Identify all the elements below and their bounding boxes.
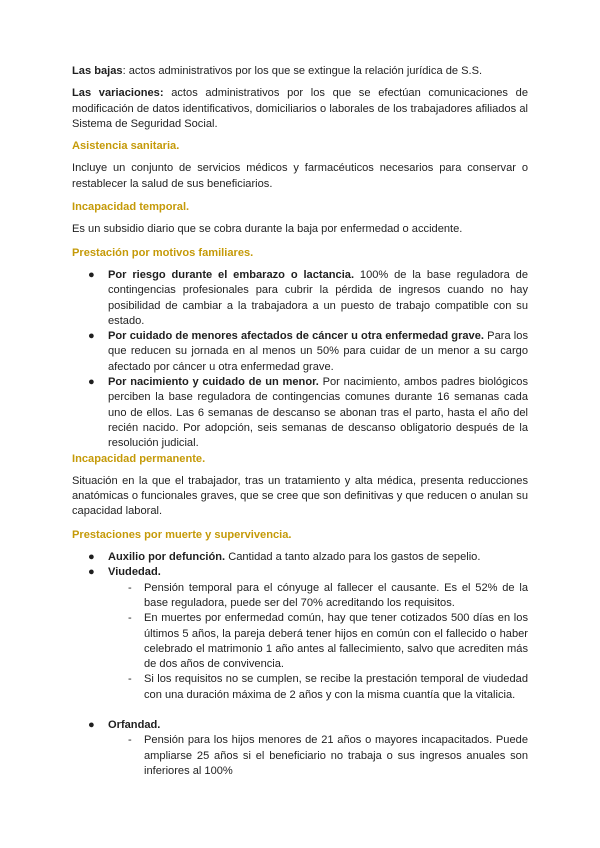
sublist-item-text: Pensión para los hijos menores de 21 años o mayores incapacitados. Puede ampliarse 25 años si el beneficiario no trabaja o sus ingresos anuales son inferiores al 100% [144,734,528,777]
variaciones-term: Las variaciones: [72,87,164,100]
bullet-icon: ● [88,551,95,564]
list-item-title: Viudedad. [108,566,161,579]
list-item-title: Por riesgo durante el embarazo o lactancia. [108,268,355,281]
temporal-paragraph: Es un subsidio diario que se cobra durante la baja por enfermedad o accidente. [72,223,463,236]
list-item-orfandad [72,718,528,779]
sublist-item [108,733,528,779]
familiares-heading: Prestación por motivos familiares. [72,246,254,259]
sublist-item [108,581,528,612]
variaciones-text: actos administrativos por los que se efectúan comunicaciones de modificación de datos identificativos, domiciliarios o laborales de los trabajadores afiliados al Sistema de Seguridad Social. [72,87,528,130]
sublist-item-text: En muertes por enfermedad común, hay que tener cotizados 500 días en los últimos 5 años, la pareja deberá tener hijos en común con el fallecido o haber celebrado el matrimonio 1 año antes al fallecimiento, salvo que acrediten más de dos años de convivencia. [144,612,528,671]
muerte-list [72,550,528,703]
orfandad-sublist [108,733,528,779]
permanente-paragraph: Situación en la que el trabajador, tras un tratamiento y alta médica, presenta reducciones anatómicas o funcionales graves, que se cree que son definitivas y que reducen o anulan su capacidad laboral. [72,474,528,518]
sublist-item-text: Si los requisitos no se cumplen, se recibe la prestación temporal de viudedad con una duración máxima de 2 años y con la misma cuantía que la vitalicia. [144,673,528,701]
bullet-icon: ● [88,268,95,281]
sublist-item [108,672,528,703]
permanente-heading: Incapacidad permanente. [72,452,206,465]
list-item-title: Auxilio por defunción. [108,551,226,564]
list-item-viudedad [72,565,528,703]
bullet-icon: ● [88,718,95,731]
temporal-heading: Incapacidad temporal. [72,201,190,214]
dash-icon: - [128,673,132,686]
list-item-text: Para los que reducen su jornada en al menos un 50% para cuidar de un menor a su cargo afectado por cáncer u otra enfermedad grave. [108,330,528,373]
viudedad-sublist [108,581,528,703]
sublist-item [108,611,528,672]
asistencia-heading: Asistencia sanitaria. [72,140,180,153]
bajas-text: : actos administrativos por los que se extingue la relación jurídica de S.S. [122,65,483,77]
spacer [72,703,528,718]
list-item [72,375,528,451]
list-item-title: Por nacimiento y cuidado de un menor. [108,376,319,389]
bajas-term: Las bajas [72,65,123,77]
sublist-item-text: Pensión temporal para el cónyuge al fallecer el causante. Es el 52% de la base reguladora, puede ser del 70% acreditando los requisitos. [144,581,528,609]
list-item-text: 100% de la base reguladora de contingencias profesionales para cubrir la pérdida de ingresos cuando no hay posibilidad de cambiar a la trabajadora a un puesto de trabajo compatible con su estado. [108,268,528,327]
list-item-text: Cantidad a tanto alzado para los gastos de sepelio. [225,551,481,564]
bullet-icon: ● [88,330,95,343]
muerte-heading: Prestaciones por muerte y supervivencia. [72,528,292,541]
list-item-auxilio [72,550,528,565]
list-item [72,329,528,375]
orfandad-list [72,718,528,779]
dash-icon: - [128,734,132,747]
dash-icon: - [128,581,132,594]
variaciones-paragraph [72,86,528,132]
list-item-text: Por nacimiento, ambos padres biológicos perciben la base reguladora de contingencias comunes durante 16 semanas cada uno de ellos. Las 6 semanas de descanso se abonan tras el parto, hasta el año del recién nacido. Por adopción, seis semanas de descanso obligatorio después de la resolución judicial. [108,376,528,450]
dash-icon: - [128,612,132,625]
bullet-icon: ● [88,376,95,389]
asistencia-paragraph: Incluye un conjunto de servicios médicos y farmacéuticos necesarios para conservar o restablecer la salud de sus beneficiarios. [72,162,528,190]
list-item-title: Por cuidado de menores afectados de cáncer u otra enfermedad grave. [108,330,484,343]
familiares-list [72,268,528,452]
list-item-title: Orfandad. [108,718,161,731]
bullet-icon: ● [88,566,95,579]
list-item [72,268,528,329]
bajas-paragraph [72,64,528,79]
